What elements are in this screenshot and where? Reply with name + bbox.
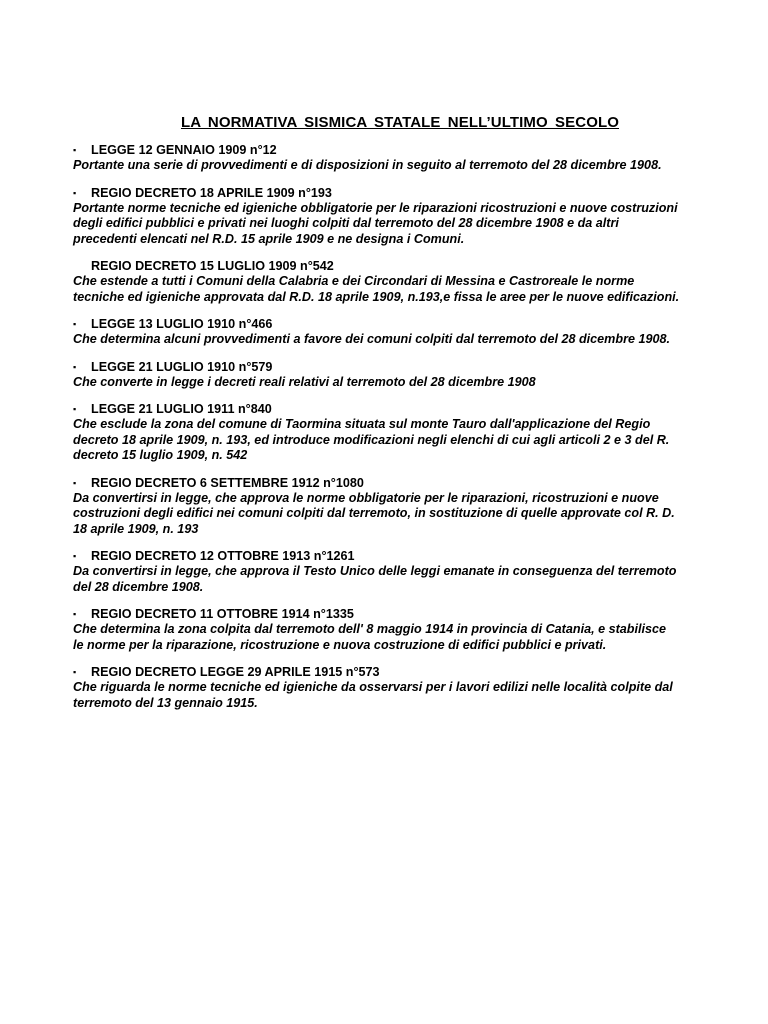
description-line: Che esclude la zona del comune di Taormina situata sul monte Tauro dall'applicazione del Regio [73,417,651,431]
law-heading [73,665,723,680]
law-description [73,158,723,174]
law-entry [73,607,723,653]
description-line: del 28 dicembre 1908. [73,579,204,594]
law-entry [73,665,723,711]
description-line: Che determina alcuni provvedimenti a favore dei comuni colpiti dal terremoto del 28 dicembre 1908. [73,332,670,346]
description-line: Da convertirsi in legge, che approva il Testo Unico delle leggi emanate in conseguenza del terremoto [73,564,677,578]
law-heading-text: REGIO DECRETO LEGGE 29 APRILE 1915 n°573 [91,665,380,679]
law-entry [73,259,723,305]
law-heading [73,259,723,274]
law-entry [73,476,723,538]
law-description [73,491,723,538]
description-line: Che determina la zona colpita dal terremoto dell' 8 maggio 1914 in provincia di Catania, e stabilisce [73,622,666,636]
law-heading [73,143,723,158]
bullet-icon: ▪ [73,319,77,329]
bullet-icon: ▪ [73,477,77,488]
bullet-icon: ▪ [73,187,77,198]
law-description [73,274,723,305]
law-entry [73,402,723,464]
law-description [73,332,723,348]
description-line: terremoto del 13 gennaio 1915. [73,695,258,710]
law-heading-text: REGIO DECRETO 11 OTTOBRE 1914 n°1335 [91,607,354,621]
law-heading-text: LEGGE 21 LUGLIO 1910 n°579 [91,359,273,374]
law-entry [73,549,723,595]
law-heading-text: REGIO DECRETO 12 OTTOBRE 1913 n°1261 [91,549,355,563]
law-heading [73,360,723,375]
description-line: Che estende a tutti i Comuni della Calabria e dei Circondari di Messina e Castroreale le norme [73,274,635,288]
law-heading-text: LEGGE 13 LUGLIO 1910 n°466 [91,317,273,331]
law-description [73,375,723,391]
bullet-icon: ▪ [73,361,77,372]
law-heading [73,402,723,417]
description-line: Che converte in legge i decreti reali relativi al terremoto del 28 dicembre 1908 [73,374,536,389]
bullet-icon: ▪ [73,404,77,414]
description-line: decreto 18 aprile 1909, n. 193, ed introduce modificazioni negli elenchi di cui agli articoli 2 e 3 del R. [73,432,670,447]
law-entry [73,143,723,174]
description-line: costruzioni degli edifici nei comuni colpiti dal terremoto, in sostituzione di quelle approvate col R. D. [73,506,675,520]
document-title: LA NORMATIVA SISMICA STATALE NELL’ULTIMO SECOLO [180,114,619,131]
entries-list [73,143,723,711]
law-heading [73,317,723,332]
law-entry [73,317,723,348]
description-line: precedenti elencati nel R.D. 15 aprile 1909 e ne designa i Comuni. [73,231,465,246]
law-heading-text: REGIO DECRETO 6 SETTEMBRE 1912 n°1080 [91,475,364,490]
law-heading-text: REGIO DECRETO 15 LUGLIO 1909 n°542 [91,259,334,273]
description-line: Da convertirsi in legge, che approva le norme obbligatorie per le riparazioni, ricostruzioni e nuove [73,490,659,505]
law-description [73,564,723,595]
description-line: le norme per la riparazione, ricostruzione e nuova costruzione di edifici pubblici e privati. [73,637,607,652]
description-line: tecniche ed igieniche approvata dal R.D. 18 aprile 1909, n.193,e fissa le aree per le nuove edificazioni. [73,289,680,304]
description-line: Portante una serie di provvedimenti e di disposizioni in seguito al terremoto del 28 dicembre 1908. [73,158,662,172]
document-page [73,114,723,723]
law-description [73,622,723,653]
bullet-icon: ▪ [73,551,77,561]
bullet-icon: ▪ [73,145,77,155]
description-line: 18 aprile 1909, n. 193 [73,521,199,536]
description-line: Portante norme tecniche ed igieniche obbligatorie per le riparazioni ricostruzioni e nuove costruzioni [73,200,678,215]
description-line: decreto 15 luglio 1909, n. 542 [73,448,248,462]
law-heading [73,186,723,201]
bullet-icon: ▪ [73,667,77,677]
law-entry [73,186,723,248]
bullet-icon: ▪ [73,609,77,619]
law-heading-text: REGIO DECRETO 18 APRILE 1909 n°193 [91,185,332,200]
law-heading-text: LEGGE 12 GENNAIO 1909 n°12 [91,143,277,157]
description-line: Che riguarda le norme tecniche ed igieniche da osservarsi per i lavori edilizi nelle località colpite dal [73,680,673,694]
law-description [73,417,723,464]
description-line: degli edifici pubblici e privati nei luoghi colpiti dal terremoto del 28 dicembre 1908 e da altri [73,216,619,230]
law-heading [73,476,723,491]
law-heading-text: LEGGE 21 LUGLIO 1911 n°840 [91,402,272,416]
law-heading [73,607,723,622]
law-description [73,680,723,711]
law-description [73,201,723,248]
law-heading [73,549,723,564]
law-entry [73,360,723,391]
